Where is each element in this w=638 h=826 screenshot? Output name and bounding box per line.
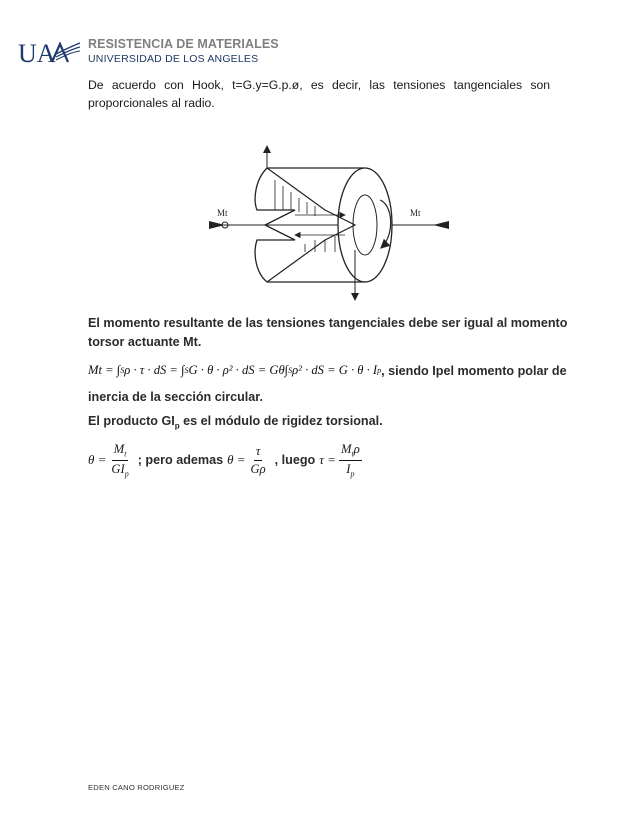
moment-equation: Mt = ∫ S ρ · τ · dS = ∫ S G · θ · ρ² · dS = Gθ∫ S ρ² · dS = G · θ · I p , siendo I p el momento polar de bbox=[88, 363, 567, 378]
pero-text: ; pero ademas bbox=[137, 453, 224, 468]
mt-over-gip: $\frac{M_t}{GI_p}$ bbox=[111, 442, 129, 479]
eq1-body: ρ · τ · dS = ∫ bbox=[124, 363, 185, 377]
torque-label-right: Mt bbox=[410, 208, 421, 218]
paragraph-inertia: inercia de la sección circular. bbox=[88, 390, 264, 404]
eq1-lhs: Mt = ∫ bbox=[88, 363, 121, 377]
torque-label-left: Mt bbox=[217, 208, 228, 218]
theta-eq-2: θ = bbox=[227, 452, 246, 468]
paragraph-moment: El momento resultante de las tensiones tangenciales debe ser igual al momento bbox=[88, 316, 568, 330]
footer-author: EDEN CANO RODRIGUEZ bbox=[88, 783, 185, 792]
tau-eq: τ = bbox=[319, 452, 336, 468]
eq1-body3: ρ² · dS = G · θ · I bbox=[292, 363, 378, 377]
theta-eq: θ = bbox=[88, 452, 107, 468]
theta-tau-equations bbox=[88, 442, 365, 478]
mtrho-over-ip: $\frac{M_t\rho}{I_p}$ bbox=[340, 442, 360, 479]
paragraph-rigidity: El producto $GI_p$ es el módulo de rigidez torsional. bbox=[88, 414, 383, 431]
eq1-body2: G · θ · ρ² · dS = Gθ∫ bbox=[188, 363, 289, 377]
torsion-diagram bbox=[205, 140, 450, 305]
intro-paragraph: De acuerdo con Hook, t=G.y=G.p.ø, es decir, las tensiones tangenciales son proporcionales al radio. bbox=[88, 78, 550, 110]
tau-over-grho: $\frac{\tau}{G\rho}$ bbox=[250, 443, 266, 476]
paragraph-torsor: torsor actuante Mt. bbox=[88, 335, 202, 349]
logo-letters: UA bbox=[18, 39, 56, 68]
eq1-text2: el momento polar de bbox=[443, 363, 567, 378]
luego-text: , luego bbox=[274, 453, 316, 468]
header-subtitle: UNIVERSIDAD DE LOS ANGELES bbox=[88, 53, 259, 65]
right-torque-arrow bbox=[433, 221, 449, 229]
header-title: RESISTENCIA DE MATERIALES bbox=[88, 37, 279, 51]
university-logo bbox=[18, 36, 80, 70]
left-torque-arrow bbox=[209, 221, 225, 229]
eq1-text: , siendo I bbox=[381, 363, 436, 378]
